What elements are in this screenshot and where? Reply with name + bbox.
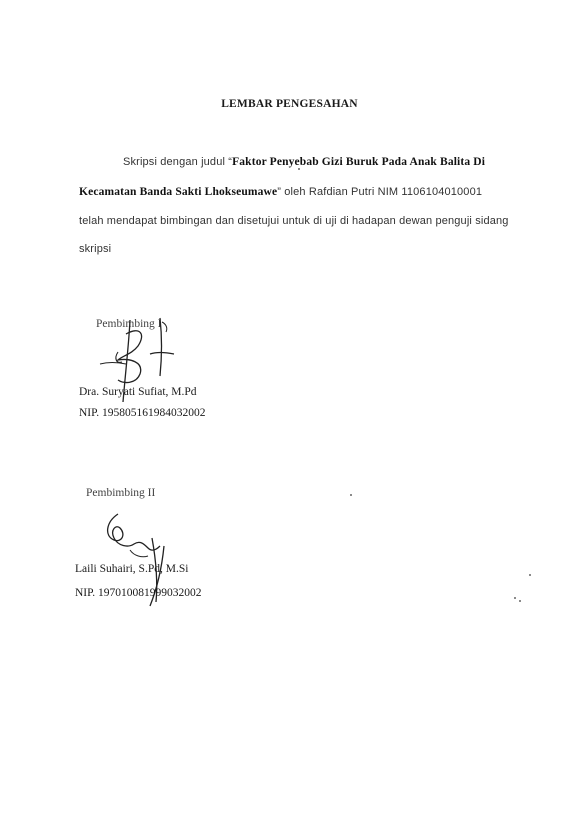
- thesis-title-part-1: Faktor Penyebab Gizi Buruk Pada Anak Balita Di: [232, 156, 486, 168]
- supervisor-1-label: Pembimbing I: [96, 318, 162, 330]
- supervisor-2-name: Laili Suhairi, S.Pd, M.Si: [75, 563, 189, 575]
- scan-speck: [529, 574, 531, 576]
- supervisor-1-nip: NIP. 195805161984032002: [79, 407, 206, 419]
- thesis-title-part-2: Kecamatan Banda Sakti Lhokseumawe: [79, 186, 278, 198]
- paragraph-line-3: telah mendapat bimbingan dan disetujui untuk di uji di hadapan dewan penguji sidang: [79, 215, 509, 227]
- supervisor-2-label: Pembimbing II: [86, 487, 156, 499]
- paragraph-line-4: skripsi: [79, 243, 112, 255]
- paragraph-intro: Skripsi dengan judul “: [123, 156, 233, 168]
- scan-speck: [519, 600, 521, 602]
- author-nim-text: ” oleh Rafdian Putri NIM 1106104010001: [277, 186, 483, 198]
- scan-speck: [350, 494, 352, 496]
- page-title: LEMBAR PENGESAHAN: [221, 98, 358, 110]
- supervisor-2-nip: NIP. 197010081999032002: [75, 587, 202, 599]
- paragraph-line-1: [123, 156, 485, 168]
- paragraph-line-2: [79, 186, 482, 198]
- scan-speck: [514, 597, 516, 599]
- supervisor-1-name: Dra. Suryati Sufiat, M.Pd: [79, 386, 197, 398]
- scan-speck: [298, 168, 300, 170]
